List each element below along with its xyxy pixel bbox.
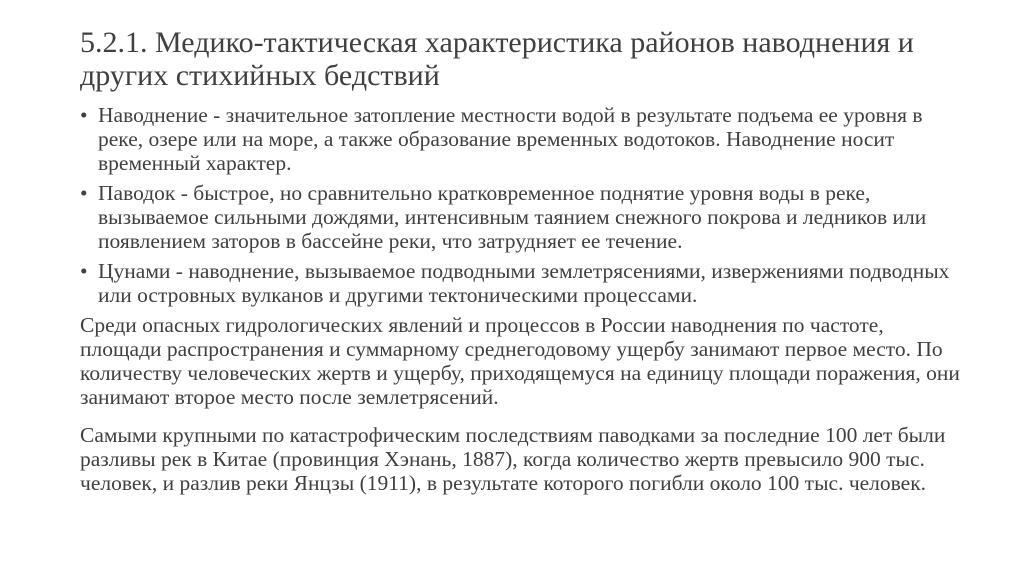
bullet-list (80, 103, 960, 307)
bullet-text-flood: Наводнение - значительное затопление местности водой в результате подъема ее уровня в реке, озере или на море, а также образование временных водотоков. Наводнение носит временный характер. (98, 103, 923, 175)
bullet-mark: • (80, 181, 88, 205)
paragraph-largest-floods: Самыми крупными по катастрофическим последствиям паводками за последние 100 лет были разливы рек в Китае (провинция Хэнань, 1887), когда количество жертв превысило 900 тыс. человек, и разлив реки Янцзы (1911), в результате которого погибли около 100 тыс. человек. (80, 423, 946, 495)
bullet-item-tsunami (80, 259, 960, 307)
bullet-mark: • (80, 259, 88, 283)
bullet-mark: • (80, 103, 88, 127)
slide-title: 5.2.1. Медико-тактическая характеристика районов наводнения и других стихийных бедствий (80, 26, 914, 92)
bullet-text-tsunami: Цунами - наводнение, вызываемое подводными землетрясениями, извержениями подводных или островных вулканов и другими тектоническими процессами. (98, 259, 950, 307)
slide-body (80, 103, 960, 509)
bullet-item-flood (80, 103, 960, 175)
bullet-item-freshet (80, 181, 960, 253)
paragraph-russia-hazards: Среди опасных гидрологических явлений и процессов в России наводнения по частоте, площади распространения и суммарному среднегодовому ущербу занимают первое место. По количеству человеческих жертв и ущербу, приходящемуся на единицу площади поражения, они занимают второе место после землетрясений. (80, 313, 960, 409)
bullet-text-freshet: Паводок - быстрое, но сравнительно кратковременное поднятие уровня воды в реке, вызываемое сильными дождями, интенсивным таянием снежного покрова и ледников или появлением заторов в бассейне реки, что затрудняет ее течение. (98, 181, 927, 253)
